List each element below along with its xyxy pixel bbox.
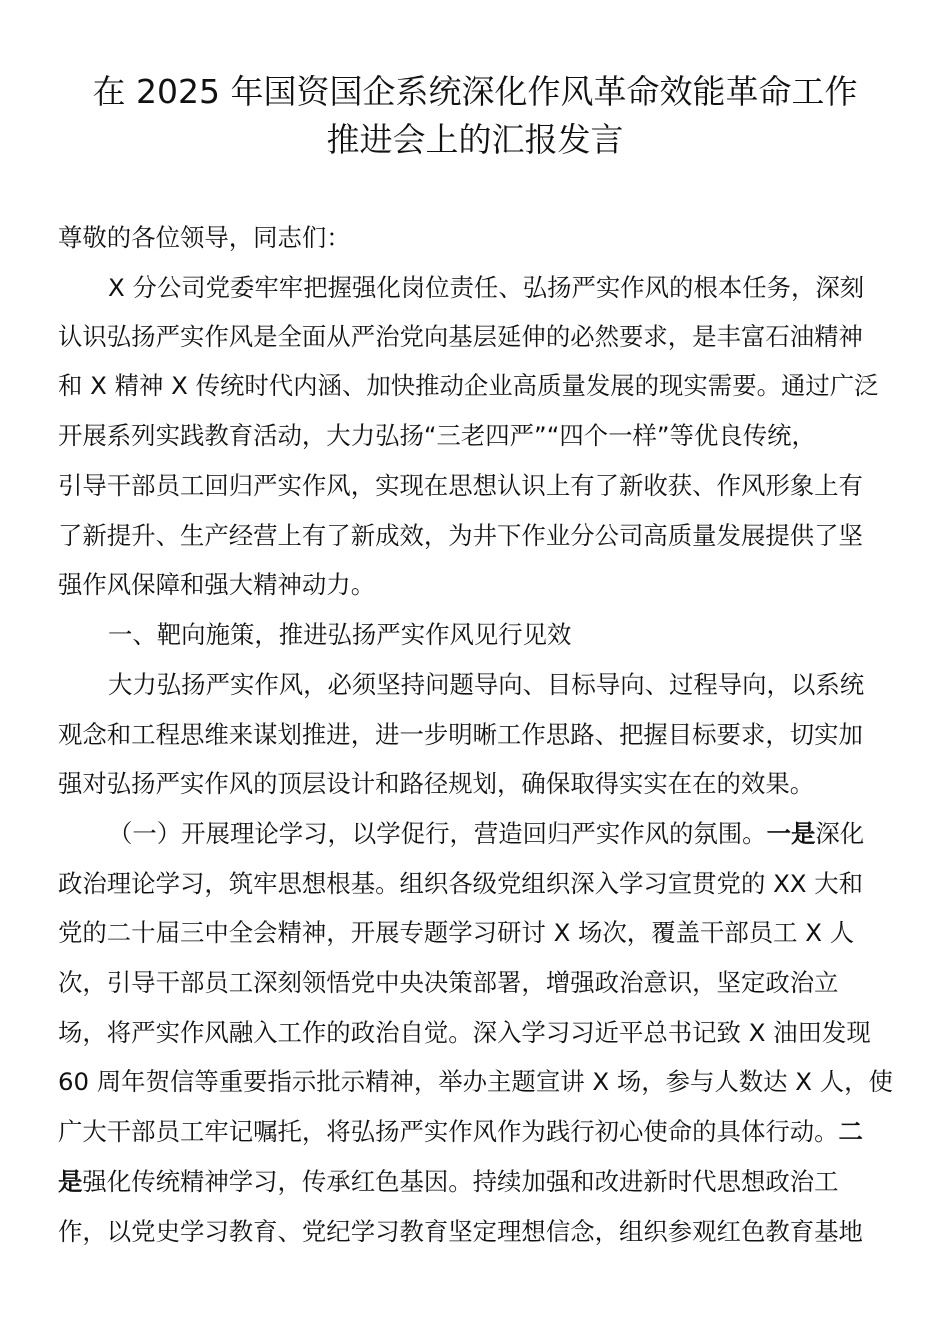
para1-line-4: 开展系列实践教育活动，大力弘扬“三老四严”“四个一样”等优良传统， <box>58 421 816 450</box>
para3-line-1-text: （一）开展理论学习，以学促行，营造回归严实作风的氛围。 <box>108 819 767 848</box>
para3-line-3: 党的二十届三中全会精神，开展专题学习研讨 X 场次，覆盖干部员工 X 人 <box>58 918 855 947</box>
para3-line-5: 场，将严实作风融入工作的政治自觉。深入学习习近平总书记致 X 油田发现 <box>58 1018 871 1047</box>
para3-line-9: 作，以党史学习教育、党纪学习教育坚定理想信念，组织参观红色教育基地 <box>58 1217 863 1246</box>
para3-line-1 <box>108 814 864 854</box>
para1-line-3: 和 X 精神 X 传统时代内涵、加快推动企业高质量发展的现实需要。通过广泛 <box>58 371 879 400</box>
para3-line-2: 政治理论学习，筑牢思想根基。组织各级党组织深入学习宣贯党的 XX 大和 <box>58 869 864 898</box>
para3-line-8 <box>58 1162 839 1202</box>
para3-line-7-text: 广大干部员工牢记嘱托，将弘扬严实作风作为践行初心使命的具体行动。 <box>58 1117 839 1146</box>
section-heading-1: 一、靶向施策，推进弘扬严实作风见行见效 <box>108 620 572 649</box>
para2-line-1: 大力弘扬严实作风，必须坚持问题导向、目标导向、过程导向，以系统 <box>108 670 865 699</box>
para1-line-2: 认识弘扬严实作风是全面从严治党向基层延伸的必然要求，是丰富石油精神 <box>58 322 863 351</box>
para2-line-3: 强对弘扬严实作风的顶层设计和路径规划，确保取得实实在在的效果。 <box>58 769 815 798</box>
para3-line-4: 次，引导干部员工深刻领悟党中央决策部署，增强政治意识，坚定政治立 <box>58 968 839 997</box>
para1-line-1: X 分公司党委牢牢把握强化岗位责任、弘扬严实作风的根本任务，深刻 <box>108 273 865 302</box>
salutation: 尊敬的各位领导，同志们： <box>58 223 351 252</box>
para1-line-5: 引导干部员工回归严实作风，实现在思想认识上有了新收获、作风形象上有 <box>58 471 863 500</box>
para3-line-7-bold: 二 <box>838 1117 863 1146</box>
para3-line-7 <box>58 1112 863 1152</box>
title-line-2: 推进会上的汇报发言 <box>326 120 624 159</box>
title-line-1: 在 2025 年国资国企系统深化作风革命效能革命工作 <box>92 72 858 111</box>
para3-line-8-text: 强化传统精神学习，传承红色基因。持续加强和改进新时代思想政治工 <box>82 1167 839 1196</box>
para3-line-6: 60 周年贺信等重要指示批示精神，举办主题宣讲 X 场，参与人数达 X 人，使 <box>58 1067 893 1096</box>
para1-line-7: 强作风保障和强大精神动力。 <box>58 570 376 599</box>
para1-line-6: 了新提升、生产经营上有了新成效，为井下作业分公司高质量发展提供了坚 <box>58 521 863 550</box>
para3-line-1-bold: 一是 <box>766 819 816 848</box>
para2-line-2: 观念和工程思维来谋划推进，进一步明晰工作思路、把握目标要求，切实加 <box>58 720 863 749</box>
para3-line-8-bold: 是 <box>58 1167 83 1196</box>
para3-line-1-tail: 深化 <box>815 819 865 848</box>
